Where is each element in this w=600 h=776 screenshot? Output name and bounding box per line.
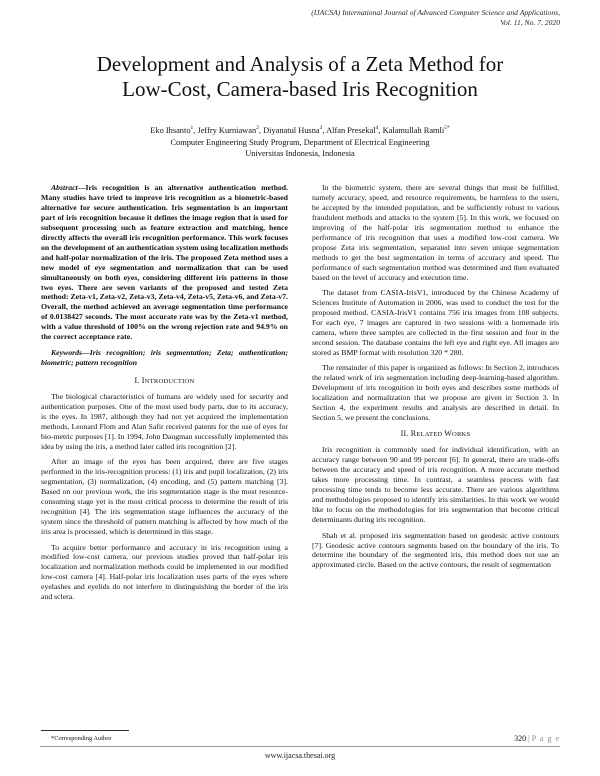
author-affiliation-mark: 4 (375, 125, 379, 131)
abstract-dash: — (77, 183, 86, 192)
body-paragraph: To acquire better performance and accuracy in iris recognition using a modified low-cost camera, our previous studies proved that half-polar iris localization and normalization methods could be implemented in our modified low-cost camera [4]. Half-polar iris localization uses parts of the eyes where eyelashes and eyelids do not interfere in distinguishing the border of the iris and sclera. (41, 542, 288, 602)
abstract (41, 183, 288, 342)
left-column (41, 183, 288, 608)
footer-divider (40, 746, 560, 747)
journal-name: (IJACSA) International Journal of Advanced Computer Science and Applications, (311, 8, 560, 17)
body-paragraph: After an image of the eyes has been acquired, there are five stages performed in the iris-recognition process: (1) iris and pupil localization, (2) iris segmentation, (3) normalization, (4) encoding, and (5) pattern matching [3]. Based on our previous work, the iris segmentation stage is the most resource-consuming stage yet is the most critical process to determine the result of iris recognition [4]. The iris segmentation stage influences the accuracy of the system since the threshold of pattern matching is affected by how much of the iris area is processed, which is determined in this stage. (41, 457, 288, 537)
author-affiliation-mark: 2 (256, 125, 259, 131)
journal-header (160, 8, 560, 28)
abstract-text: Iris recognition is an alternative authentication method. Many studies have tried to improve iris recognition as a biometric-based alternative for secure authentication. Iris segmentation is an important part of iris recognition because it defines the image region that is used for subsequent processing such as feature extraction and matching, hence directly affects the overall iris recognition performance. This work focuses on the development of an authentication system using localization methods and half-polar normalization of the iris. The proposed Zeta method uses a new model of eye segmentation and normalization that can be used simultaneously on both eyes, considering different iris patterns in those two eyes. There are seven variants of the proposed and tested Zeta method: Zeta-v1, Zeta-v2, Zeta-v3, Zeta-v4, Zeta-v5, Zeta-v6, and Zeta-v7. Overall, the method achieved an average segmentation time performance of 0.0138427 seconds. The most accurate rate was by the Zeta-v1 method, with a value threshold of 100% on the wrong rejection rate and 94.9% on the correct acceptance rate. (41, 183, 288, 342)
page-label: P a g e (531, 734, 560, 743)
abstract-label: Abstract (51, 183, 78, 192)
author-affiliation-mark: 3 (319, 125, 323, 131)
footer-url: www.ijacsa.thesai.org (264, 751, 336, 760)
keywords-text: Iris recognition; iris segmentation; Zeta; authentication; biometric; pattern recognition (41, 348, 288, 368)
page-number (514, 734, 560, 744)
paper-title (40, 52, 560, 102)
body-paragraph: Iris recognition is commonly used for individual identification, with an accuracy range between 90 and 99 percent [6]. In general, there are trade-offs between the accuracy and speed of iris recognition. A more accurate method takes more processing time. In contrast, a seamless process with fast processing time tends to become less accurate. There are various algorithms and methodologies proposed to identify iris similarities. In this work we would like to focus on the methodologies for iris segmentation that become critical determinants during iris recognition. (312, 445, 559, 525)
author-name: Eko Ihsanto (150, 125, 191, 135)
author-list: Eko Ihsanto$^1$, Jeffry Kurniawan$^2$, Diyanatul Husna$^3$, Alfan Presekal$^4$, Kalamullah Ramli$^{5*}$ (150, 125, 450, 135)
affiliation-department: Computer Engineering Study Program, Department of Electrical Engineering (170, 138, 430, 147)
page-number-value: 320 (514, 734, 527, 743)
section-title-first-letter: I (141, 376, 145, 386)
title-line-2: Low-Cost, Camera-based Iris Recognition (122, 77, 478, 101)
body-paragraph: Shah et al. proposed iris segmentation based on geodesic active contours [7]. Geodesic active contours segments based on the boundary of the iris. To determine the boundary of the segmented iris, this method does not use an approximated circle. Based on the active contours, the result of segmentation (312, 530, 559, 570)
journal-volume: Vol. 11, No. 7, 2020 (500, 18, 560, 27)
body-paragraph: The remainder of this paper is organized as follows: In Section 2, introduces the related work of iris segmentation including deep-learning-based algorithm. Development of iris recognition in both eyes and describes some methods of localization and normalization that we propose are given in Section 3. In Section 4, the experiment results and analysis are described in detail. In Section 5, we present the conclusions. (312, 363, 559, 422)
page-number-separator: | (528, 734, 530, 743)
section-numeral: II. (400, 429, 409, 439)
section-heading-related-works (312, 428, 559, 440)
footnote: *Corresponding Author (51, 735, 112, 742)
affiliation-university: Universitas Indonesia, Indonesia (245, 149, 355, 158)
body-paragraph: The dataset from CASIA-IrisV1, introduced by the Chinese Academy of Sciences Institute of Automation in 2006, was used to conduct the test for the proposed method. CASIA-IrisV1 contains 756 iris images from 108 subjects. For each eye, 7 images are captured in two sessions with a homemade iris camera, where three samples are collected in the first session and four in the second session. The database contains the left eye and right eye. All images are stored as BMP format with resolution 320 * 280. (312, 288, 559, 357)
section-title-rest: ELATED (416, 431, 445, 439)
author-name: Jeffry Kurniawan (197, 125, 257, 135)
author-affiliation-mark: 5* (444, 125, 450, 131)
author-affiliation-mark: 1 (190, 125, 194, 131)
section-title-rest: NTRODUCTION (144, 378, 195, 386)
section-title-first-letter: W (444, 429, 452, 439)
footnote-divider (41, 730, 129, 731)
author-name: Alfan Presekal (326, 125, 376, 135)
right-column (312, 183, 559, 576)
section-numeral: I. (134, 376, 140, 386)
keywords-dash: — (82, 348, 90, 358)
author-name: Diyanatul Husna (263, 125, 320, 135)
title-line-1: Development and Analysis of a Zeta Method for (96, 52, 504, 76)
keywords (41, 348, 288, 368)
author-name: Kalamullah Ramli (382, 125, 445, 135)
section-title-rest: ORKS (452, 431, 471, 439)
keywords-label: Keywords (51, 348, 82, 358)
affiliation (40, 137, 560, 159)
body-paragraph: The biological characteristics of humans are widely used for security and authentication purposes. One of the most used body parts, due to its accuracy, is the eyes. In 1987, although they had not yet acquired the implementation methods, Leonard Flom and Alan Safir received patents for the use of eyes for bio-metric purposes [1]. In 1994, John Daugman successfully implemented this idea by using the iris, a method later called iris recognition [2]. (41, 392, 288, 451)
section-title-first-letter: R (410, 429, 417, 439)
section-heading-introduction (41, 375, 288, 387)
body-paragraph: In the biometric system, there are several things that must be fulfilled, namely accuracy, speed, and resource requirements, be harmless to the users, be accepted by the intended population, and be sufficiently robust to various fraudulent methods and attacks to the system [5]. In this work, we focused on improving of the half-polar iris segmentation method to enhance the performance of iris recognition that uses a modified low-cost camera. We propose Zeta iris segmentation, separated into seven unique segmentation methods to get the best segmentation in terms of accuracy and speed. The performance of each segmentation method was determined and then evaluated based on the level of accuracy and execution time. (312, 183, 559, 282)
